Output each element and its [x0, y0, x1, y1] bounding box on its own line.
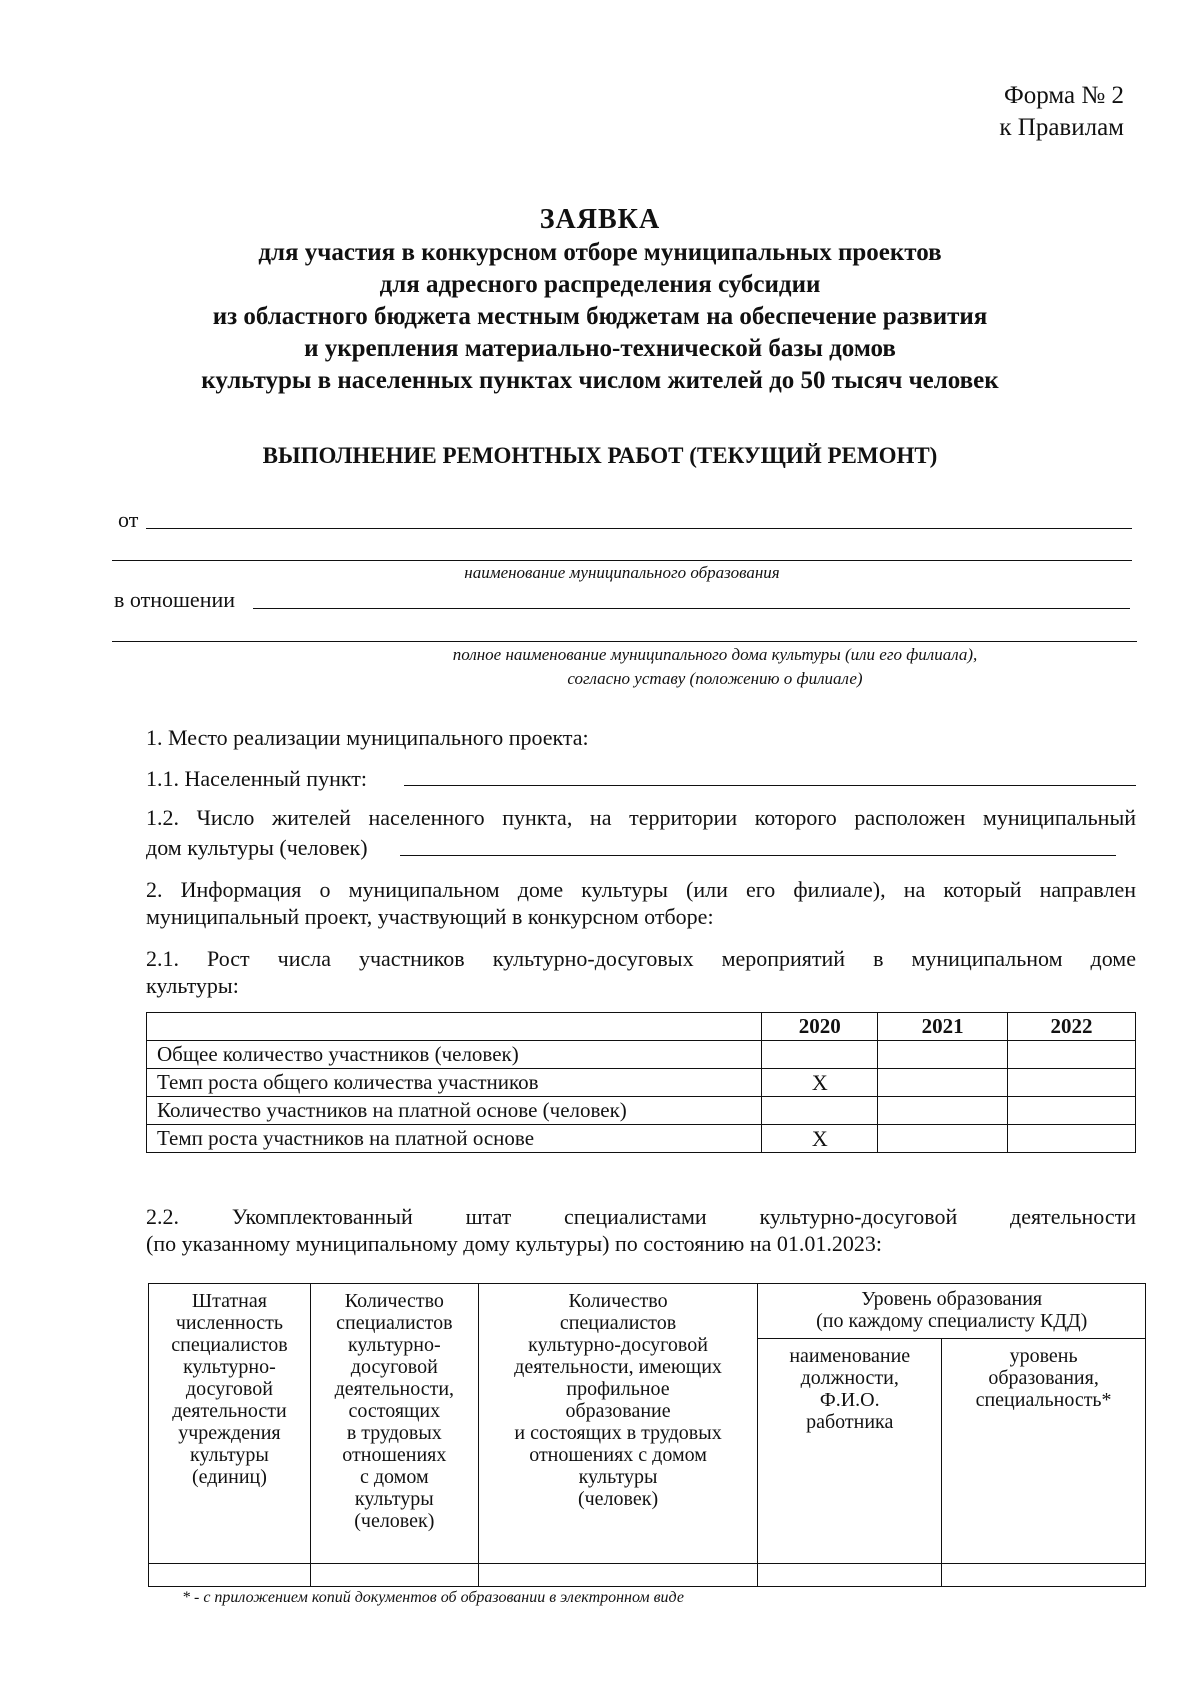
header-text: работника — [806, 1411, 894, 1433]
header-text: специалистов — [336, 1312, 453, 1334]
form-number: Форма № 2 — [1004, 82, 1124, 109]
form-number-block — [999, 80, 1124, 144]
from-label: от — [118, 507, 139, 532]
header-text: профильное — [566, 1378, 670, 1400]
participants-table — [146, 1012, 1136, 1153]
header-text: Уровень образования — [861, 1288, 1043, 1310]
header-text: состоящих — [348, 1400, 441, 1422]
section-1-heading: 1. Место реализации муниципального проекта: — [146, 725, 589, 750]
header-text: должности, — [800, 1367, 899, 1389]
education-specialty-header — [942, 1339, 1146, 1564]
document-subtitle: ВЫПОЛНЕНИЕ РЕМОНТНЫХ РАБОТ (ТЕКУЩИЙ РЕМОНТ) — [262, 443, 938, 468]
header-text: численность — [175, 1312, 283, 1334]
header-text: отношениях — [342, 1444, 447, 1466]
population-field-line[interactable] — [400, 855, 1116, 856]
staff-count-header — [149, 1284, 311, 1564]
header-text: Количество — [568, 1290, 668, 1312]
table-header-empty — [147, 1013, 762, 1041]
row-label: Количество участников на платной основе (человек) — [147, 1097, 762, 1125]
section-1-2-line1: 1.2. Число жителей населенного пункта, на территории которого расположен муниципальный — [146, 805, 1136, 830]
header-text: деятельности — [172, 1400, 287, 1422]
title-line: из областного бюджета местным бюджетам на обеспечение развития — [212, 303, 988, 330]
cell-2021[interactable] — [878, 1041, 1008, 1069]
header-text: с домом — [360, 1466, 429, 1488]
title-line: для адресного распределения субсидии — [379, 271, 821, 298]
header-text: культурно-досуговой — [528, 1334, 708, 1356]
regarding-caption-2: согласно уставу (положению о филиале) — [567, 669, 863, 688]
education-specialty-cell[interactable] — [942, 1564, 1146, 1587]
title-line: культуры в населенных пунктах числом жителей до 50 тысяч человек — [201, 367, 999, 394]
header-text: культурно- — [183, 1356, 276, 1378]
title-line: для участия в конкурсном отборе муниципальных проектов — [258, 239, 942, 266]
section-2-1-line2: культуры: — [146, 973, 239, 998]
header-text: (по каждому специалисту КДД) — [816, 1310, 1088, 1332]
header-text: (человек) — [354, 1510, 435, 1532]
title-block — [120, 203, 1080, 397]
from-field-line-2[interactable] — [112, 560, 1132, 561]
header-text: Штатная — [191, 1290, 267, 1312]
header-text: (единиц) — [191, 1466, 267, 1488]
section-2-line1: 2. Информация о муниципальном доме культуры (или его филиале), на который направлен — [146, 877, 1136, 902]
header-text: досуговой — [350, 1356, 438, 1378]
table-row — [147, 1125, 1136, 1153]
qualified-specialists-cell[interactable] — [478, 1564, 758, 1587]
table-row — [147, 1041, 1136, 1069]
cell-2020[interactable] — [762, 1097, 878, 1125]
header-text: уровень — [1009, 1345, 1078, 1367]
header-text: Ф.И.О. — [819, 1389, 880, 1411]
document-title: ЗАЯВКА — [539, 204, 661, 235]
education-level-group-header — [758, 1284, 1146, 1339]
staff-count-cell[interactable] — [149, 1564, 311, 1587]
cell-2020[interactable] — [762, 1041, 878, 1069]
position-name-header — [758, 1339, 942, 1564]
title-line: и укрепления материально-технической базы домов — [304, 335, 896, 362]
header-text: образования, — [988, 1367, 1099, 1389]
settlement-field-line[interactable] — [404, 785, 1136, 786]
header-text: культуры — [578, 1466, 658, 1488]
staff-table — [148, 1283, 1146, 1587]
from-caption: наименование муниципального образования — [464, 563, 780, 582]
section-2-1-line1: 2.1. Рост числа участников культурно-досуговых мероприятий в муниципальном доме — [146, 946, 1136, 971]
header-text: деятельности, имеющих — [514, 1356, 722, 1378]
row-label: Общее количество участников (человек) — [147, 1041, 762, 1069]
header-text: в трудовых — [346, 1422, 442, 1444]
year-header-2021: 2021 — [878, 1013, 1008, 1041]
cell-2021[interactable] — [878, 1069, 1008, 1097]
header-text: наименование — [789, 1345, 911, 1367]
row-label: Темп роста общего количества участников — [147, 1069, 762, 1097]
row-label: Темп роста участников на платной основе — [147, 1125, 762, 1153]
specialists-count-header — [310, 1284, 478, 1564]
regarding-caption-1: полное наименование муниципального дома культуры (или его филиала), — [452, 645, 978, 664]
regarding-field-line[interactable] — [253, 608, 1130, 609]
staff-data-row — [149, 1564, 1146, 1587]
section-2-2-line2: (по указанному муниципальному дому культуры) по состоянию на 01.01.2023: — [146, 1231, 882, 1256]
header-text: специалистов — [171, 1334, 288, 1356]
from-field-line[interactable] — [146, 528, 1132, 529]
regarding-label: в отношении — [114, 587, 236, 612]
position-name-cell[interactable] — [758, 1564, 942, 1587]
qualified-specialists-header — [478, 1284, 758, 1564]
cell-2022[interactable] — [1008, 1069, 1136, 1097]
header-text: деятельности, — [334, 1378, 455, 1400]
cell-2021[interactable] — [878, 1097, 1008, 1125]
section-1-2-line2: дом культуры (человек) — [146, 835, 368, 860]
header-text: культуры — [190, 1444, 269, 1466]
year-header-2020: 2020 — [762, 1013, 878, 1041]
staff-header-row — [149, 1284, 1146, 1339]
cell-2020: X — [762, 1069, 878, 1097]
header-text: культуры — [354, 1488, 434, 1510]
header-text: и состоящих в трудовых — [514, 1422, 722, 1444]
section-2-line2: муниципальный проект, участвующий в конкурсном отборе: — [146, 904, 714, 929]
table-row — [147, 1097, 1136, 1125]
header-text: учреждения — [178, 1422, 281, 1444]
header-text: образование — [565, 1400, 671, 1422]
regarding-field-line-2[interactable] — [112, 641, 1137, 642]
footnote: * - с приложением копий документов об образовании в электронном виде — [182, 1589, 684, 1606]
header-text: культурно- — [347, 1334, 441, 1356]
table-header-row — [147, 1013, 1136, 1041]
cell-2020: X — [762, 1125, 878, 1153]
header-text: Количество — [344, 1290, 444, 1312]
specialists-count-cell[interactable] — [310, 1564, 478, 1587]
header-text: досуговой — [185, 1378, 273, 1400]
header-text: (человек) — [577, 1488, 659, 1510]
header-text: отношениях с домом — [529, 1444, 707, 1466]
cell-2022[interactable] — [1008, 1041, 1136, 1069]
header-text: специальность* — [975, 1389, 1112, 1411]
section-1-1-label: 1.1. Населенный пункт: — [146, 766, 367, 791]
year-header-2022: 2022 — [1008, 1013, 1136, 1041]
header-text: специалистов — [559, 1312, 677, 1334]
section-2-2-line1: 2.2. Укомплектованный штат специалистами культурно-досуговой деятельности — [146, 1204, 1136, 1229]
cell-2022[interactable] — [1008, 1125, 1136, 1153]
cell-2021[interactable] — [878, 1125, 1008, 1153]
cell-2022[interactable] — [1008, 1097, 1136, 1125]
form-reference: к Правилам — [999, 114, 1124, 141]
table-row — [147, 1069, 1136, 1097]
